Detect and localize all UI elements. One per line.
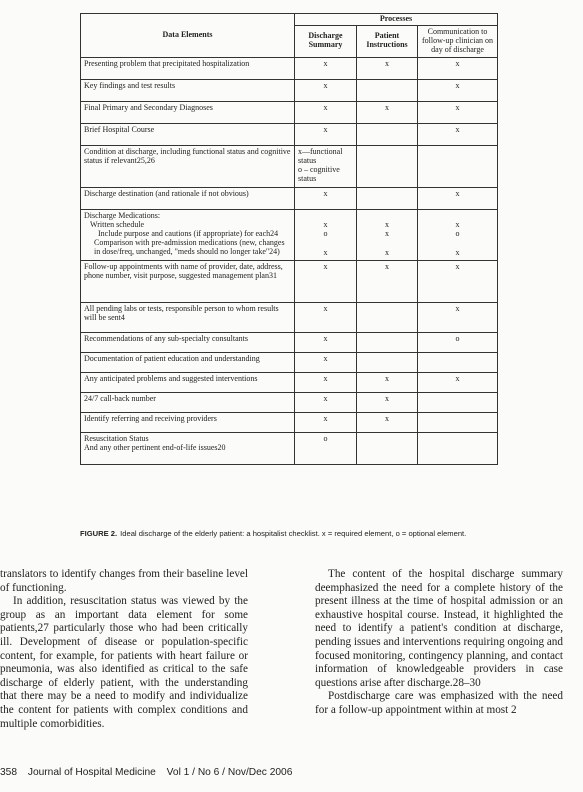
paragraph: translators to identify changes from their baseline level of functioning. [0,568,248,594]
header-patient-instructions: Patient Instructions [357,25,418,57]
left-column [0,568,248,731]
communication-mark: x [418,260,498,302]
communication-mark [418,209,498,260]
patient-instructions-mark [357,209,418,260]
table-row [81,432,498,464]
discharge-summary-mark: x [295,392,357,412]
table-row [81,372,498,392]
row-label: Key findings and test results [81,79,295,101]
discharge-checklist-table [80,13,498,465]
row-label: All pending labs or tests, responsible person to whom results will be sent4 [81,302,295,332]
header-processes: Processes [295,14,498,26]
mark: x [385,219,389,229]
row-label: Final Primary and Secondary Diagnoses [81,101,295,123]
discharge-summary-mark [295,209,357,260]
row-label: Discharge Medications: [84,210,161,220]
table-row [81,260,498,302]
patient-instructions-mark [357,432,418,464]
discharge-summary-functional: x—functional status [298,146,343,165]
header-discharge-summary: Discharge Summary [295,25,357,57]
patient-instructions-mark: x [357,260,418,302]
mark: x [455,219,460,229]
mark: x [455,247,460,257]
row-label: Discharge destination (and rationale if not obvious) [81,187,295,209]
table-row [81,79,498,101]
mark: x [323,219,328,229]
communication-mark: x [418,57,498,79]
patient-instructions-mark [357,332,418,352]
discharge-summary-mark: x [295,101,357,123]
communication-mark: x [418,123,498,145]
figure-caption [80,529,520,538]
patient-instructions-mark: x [357,412,418,432]
patient-instructions-mark [357,79,418,101]
issue-info: Vol 1 / No 6 / Nov/Dec 2006 [166,767,293,778]
paragraph: The content of the hospital discharge summary deemphasized the need for a complete history of the present illness at the time of hospital admission or an exhaustive hospital course. Instead, it highlighted the need to identify a patient's condition at discharge, pending issues and interventions requiring ongoing and focused monitoring, contingency planning, and contact information of knowledgeable providers in case questions arise after discharge.28–30 [315,568,563,689]
communication-mark: x [418,302,498,332]
row-label: 24/7 call-back number [81,392,295,412]
row-label: Resuscitation Status [84,433,149,443]
page-number: 358 [0,767,17,778]
table-row [81,332,498,352]
table-row [81,123,498,145]
table-row [81,145,498,187]
table-row [81,392,498,412]
table-row [81,412,498,432]
patient-instructions-mark [357,123,418,145]
communication-mark: x [418,101,498,123]
patient-instructions-mark [357,352,418,372]
journal-name: Journal of Hospital Medicine [27,767,156,778]
discharge-summary-mark: x [295,79,357,101]
patient-instructions-mark: x [357,101,418,123]
mark: o [323,228,328,238]
mark: x [385,228,389,238]
row-label: And any other pertinent end-of-life issues20 [84,442,226,452]
row-label: Follow-up appointments with name of provider, date, address, phone number, visit purpose, suggested management plan31 [81,260,295,302]
discharge-summary-mark: x [295,302,357,332]
discharge-summary-mark: x [295,260,357,302]
row-label: Brief Hospital Course [81,123,295,145]
patient-instructions-mark: x [357,372,418,392]
discharge-summary-mark: x [295,187,357,209]
discharge-summary-mark: x [295,412,357,432]
discharge-summary-mark: x [295,123,357,145]
patient-instructions-mark: x [357,57,418,79]
communication-mark [418,392,498,412]
row-label: Any anticipated problems and suggested interventions [81,372,295,392]
row-label-medications [81,209,295,260]
table-row [81,352,498,372]
mark: o [455,228,460,238]
communication-mark: x [418,372,498,392]
page-footer [0,767,300,778]
patient-instructions-mark [357,145,418,187]
right-column [315,568,563,718]
discharge-summary-mark: x [295,332,357,352]
discharge-summary-mark: x [295,372,357,392]
row-label: Recommendations of any sub-specialty consultants [81,332,295,352]
discharge-summary-mark [295,145,357,187]
caption-text: Ideal discharge of the elderly patient: a hospitalist checklist. x = required element, o = optional element. [120,529,467,538]
communication-mark: x [418,79,498,101]
discharge-summary-mark: x [295,352,357,372]
paragraph: In addition, resuscitation status was viewed by the group as an important data element for some patients,27 particularly those who had been critically ill. Development of disease or population-specific content, for example, for patients with heart failure or pneumonia, was also identified as critical to the safe discharge of elderly patient, with the understanding that there may be a need to modify and individualize the content for patients with complex conditions and multiple comorbidities. [0,595,248,730]
row-label-resuscitation [81,432,295,464]
communication-mark [418,412,498,432]
communication-mark: o [418,332,498,352]
communication-mark [418,432,498,464]
patient-instructions-mark: x [357,392,418,412]
row-label: Documentation of patient education and understanding [81,352,295,372]
mark: x [385,247,389,257]
header-communication: Communication to follow-up clinician on day of discharge [418,25,498,57]
row-label: Identify referring and receiving providers [81,412,295,432]
communication-mark [418,352,498,372]
patient-instructions-mark [357,187,418,209]
communication-mark [418,145,498,187]
medication-subitem: Comparison with pre-admission medications (new, changes in dose/freq, unchanged, "meds should no longer take"24) [94,237,285,256]
communication-mark: x [418,187,498,209]
discharge-summary-mark: x [295,57,357,79]
table-row [81,57,498,79]
medication-subitem: Include purpose and cautions (if appropriate) for each24 [98,228,279,238]
row-label: Condition at discharge, including functional status and cognitive status if relevant25,26 [81,145,295,187]
discharge-summary-cognitive: o – cognitive status [298,164,340,183]
table-row [81,209,498,260]
table-row [81,302,498,332]
patient-instructions-mark [357,302,418,332]
mark: x [323,247,328,257]
row-label: Presenting problem that precipitated hospitalization [81,57,295,79]
discharge-summary-mark: o [295,432,357,464]
figure-label: FIGURE 2. [80,529,118,538]
medication-subitem: Written schedule [90,219,145,229]
header-data-elements: Data Elements [81,14,295,58]
table-row [81,101,498,123]
table-row [81,187,498,209]
paragraph: Postdischarge care was emphasized with the need for a follow-up appointment within at most 2 [315,690,563,716]
